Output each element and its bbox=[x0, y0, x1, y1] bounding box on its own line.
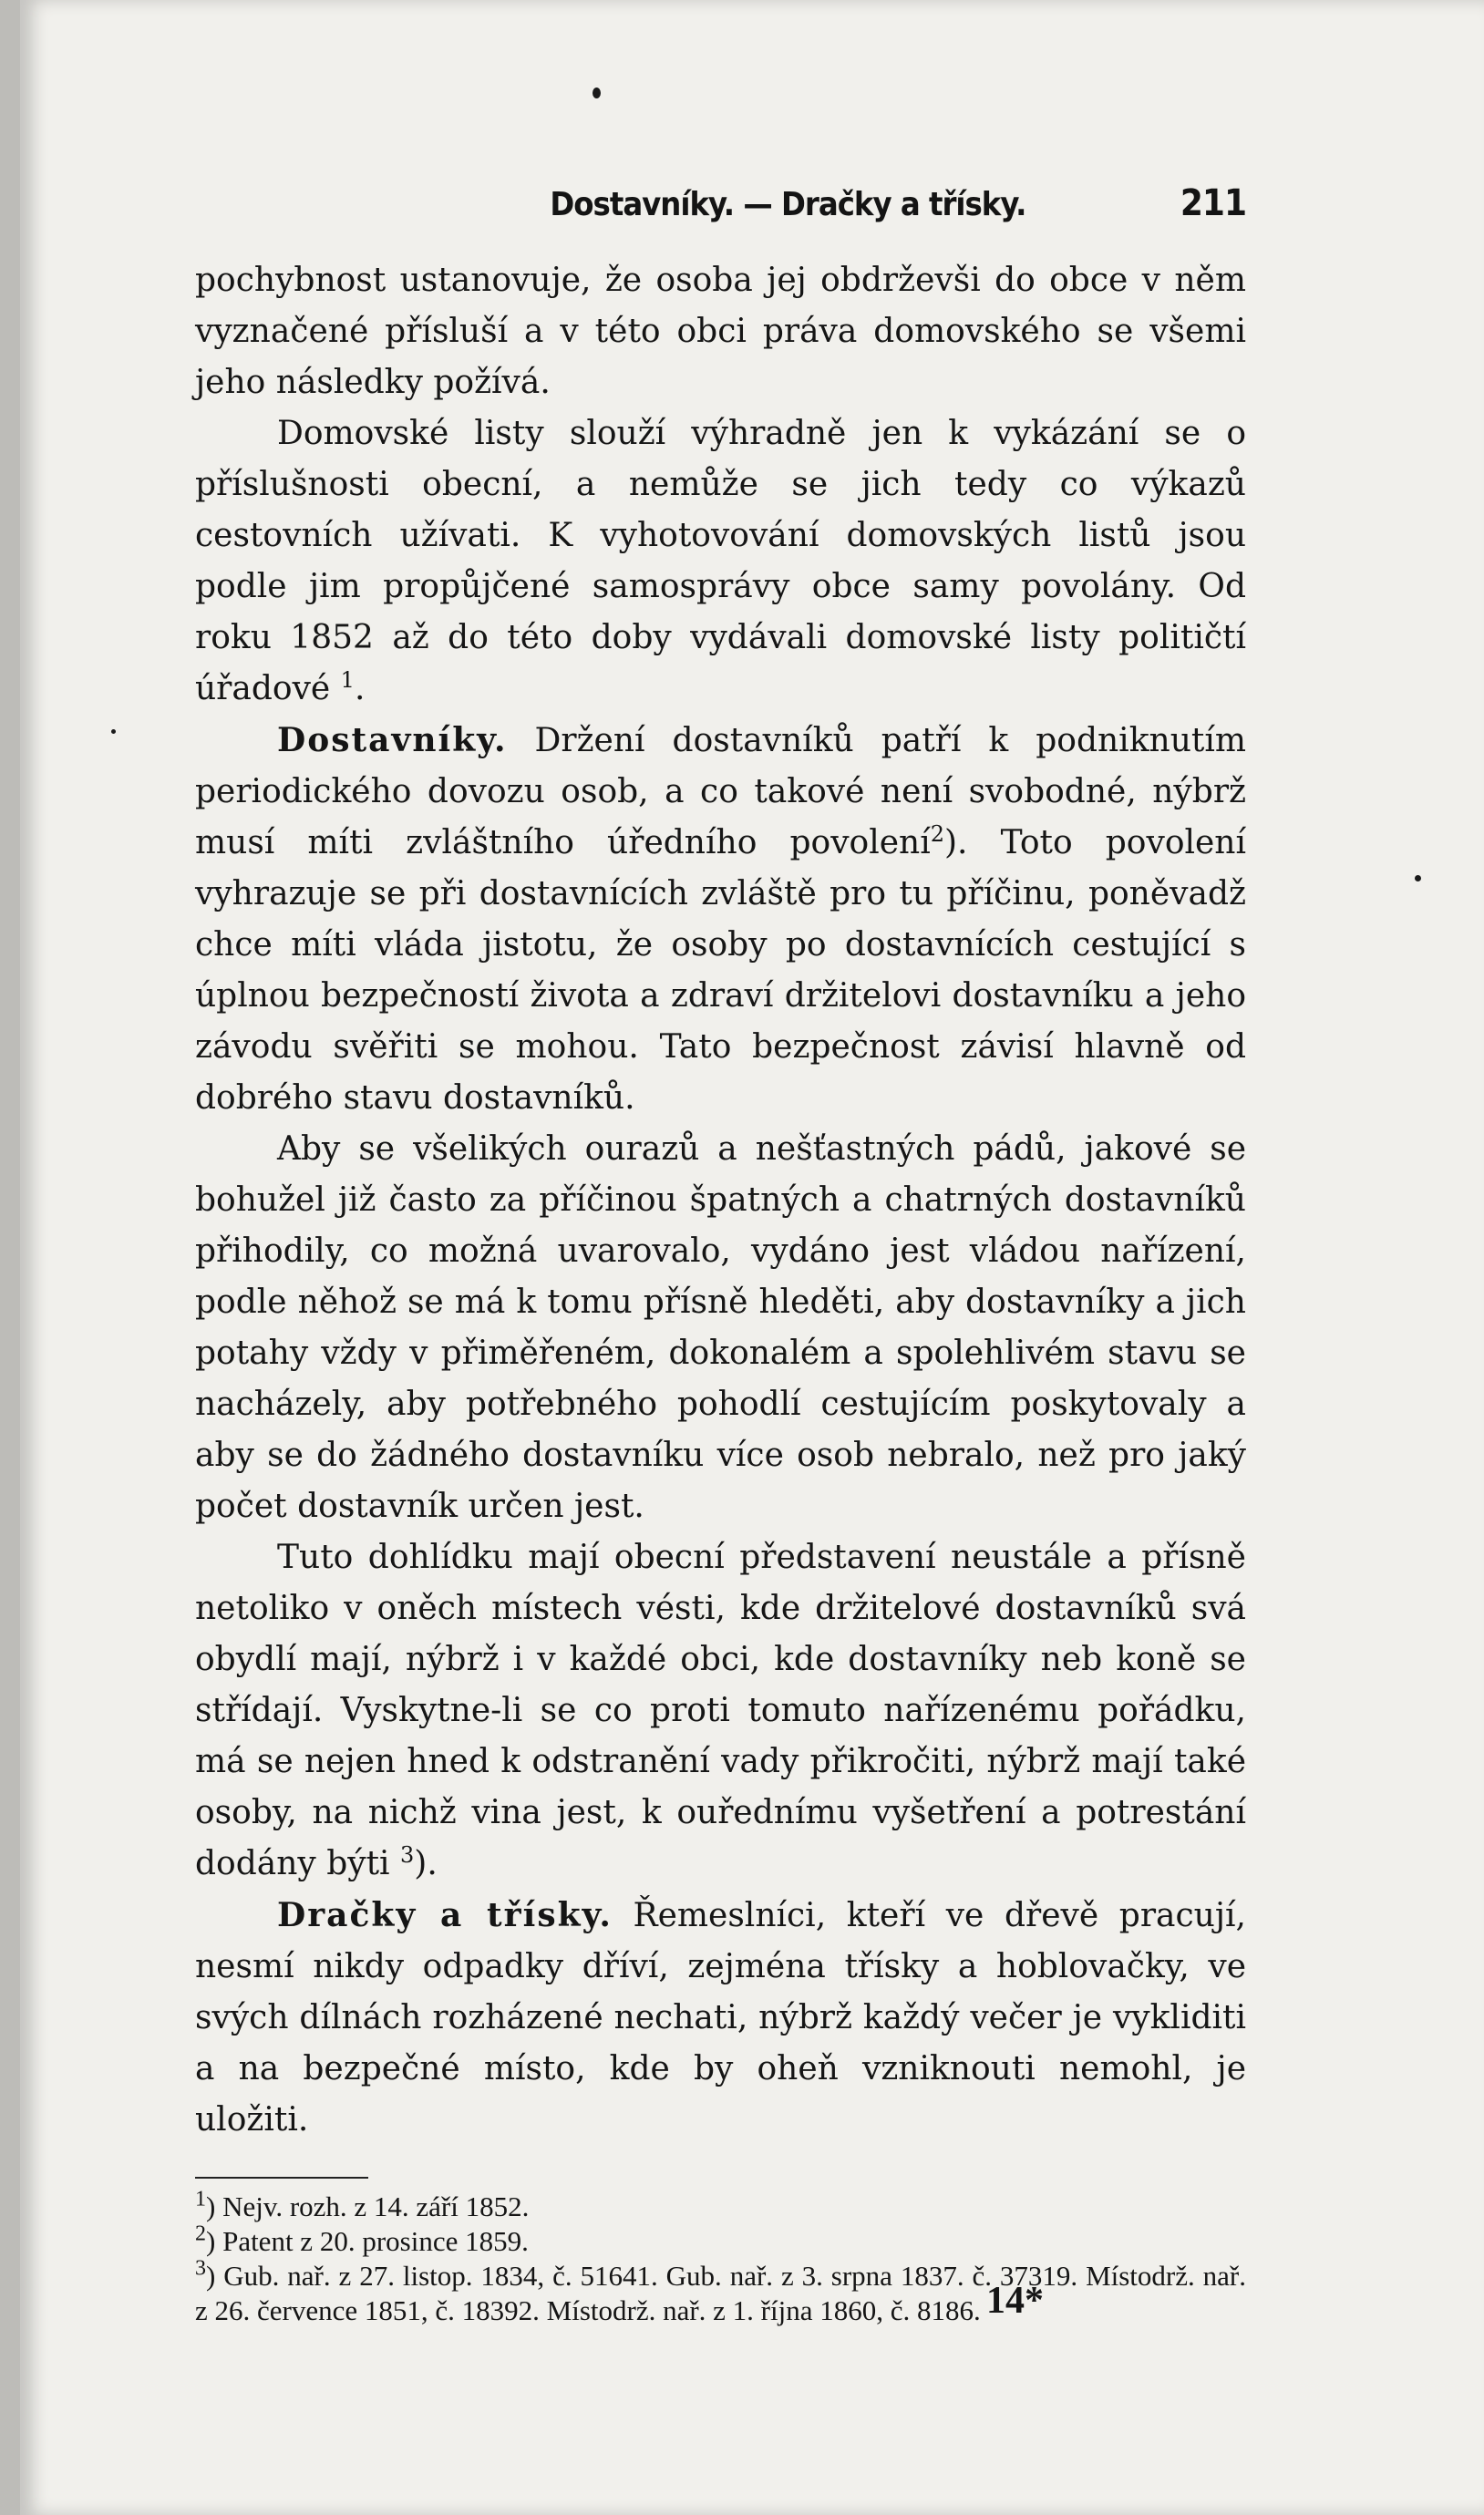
footnote-text: ) Gub. nař. z 27. listop. 1834, č. 51641. Gub. nař. z 3. srpna 1837. č. 37319. Místodrž. nař. z 26. července 1851, č. 18392. Místodrž. nař. z 1. října 1860, č. 8186. bbox=[195, 2260, 1246, 2326]
ink-speck bbox=[593, 88, 601, 98]
paragraph-tail: ). bbox=[414, 1845, 438, 1882]
section-lead-heading: Dračky a třísky. bbox=[277, 1896, 613, 1934]
footnote-2 bbox=[195, 2221, 1246, 2259]
paragraph-text: pochybnost ustanovuje, že osoba jej obdrževši do obce v něm vyznačené přísluší a v této obci práva domovského se všemi jeho následky požívá. bbox=[195, 262, 1246, 401]
paragraph-text: Řemeslníci, kteří ve dřevě pracují, nesmí nikdy odpadky dříví, zejména třísky a hoblovačky, ve svých dílnách rozházené nechati, nýbrž každý večer je vykliditi a na bezpečné místo, kde by oheň vzniknouti nemohl, je uložiti. bbox=[195, 1897, 1246, 2139]
paragraph-6 bbox=[195, 1890, 1246, 2146]
running-head-title: Dostavníky. — Dračky a třísky. bbox=[550, 186, 1026, 223]
ink-speck bbox=[111, 729, 116, 734]
footnote-reference: 2 bbox=[930, 821, 945, 847]
footnote-text: ) Patent z 20. prosince 1859. bbox=[206, 2225, 529, 2257]
scan-edge bbox=[0, 0, 20, 2515]
footnotes bbox=[195, 2187, 1246, 2328]
footnote-3 bbox=[195, 2256, 1246, 2328]
footnote-mark: 2 bbox=[195, 2221, 206, 2246]
paragraph-5 bbox=[195, 1532, 1246, 1890]
page-text-block bbox=[195, 182, 1246, 2328]
paragraph-text: Aby se všelikých ourazů a nešťastných pádů, jakové se bohužel již často za příčinou špatných a chatrných dostavníků přihodily, co možná uvarovalo, vydáno jest vládou nařízení, podle něhož se má k tomu přísně hleděti, aby dostavníky a jich potahy vždy v přiměřeném, dokonalém a spolehlivém stavu se nacházely, aby potřebného pohodlí cestujícím poskytovaly a aby se do žádného dostavníku více osob nebralo, než pro jaký počet dostavník určen jest. bbox=[195, 1130, 1246, 1525]
footnote-mark: 1 bbox=[195, 2187, 206, 2211]
paragraph-text: Držení dostavníků patří k podniknutím periodického dovozu osob, a co takové není svobodné, nýbrž musí míti zvláštního úředního povolení bbox=[195, 722, 1246, 861]
footnote-divider bbox=[195, 2177, 368, 2179]
section-lead-heading: Dostavníky. bbox=[277, 721, 508, 759]
page-number: 211 bbox=[1180, 182, 1246, 224]
ink-speck bbox=[1415, 875, 1421, 881]
footnote-reference: 3 bbox=[400, 1842, 415, 1868]
paragraph-tail: . bbox=[354, 670, 366, 707]
footnote-mark: 3 bbox=[195, 2256, 206, 2281]
signature-mark: 14* bbox=[986, 2280, 1044, 2322]
paragraph-text: Domovské listy slouží výhradně jen k vykázání se o příslušnosti obecní, a nemůže se jich tedy co výkazů cestovních užívati. K vyhotovování domovských listů jsou podle jim propůjčené samosprávy obce samy povolány. Od roku 1852 až do této doby vydávali domovské listy političtí úřadové bbox=[195, 415, 1246, 707]
book-page bbox=[20, 0, 1484, 2515]
paragraph-text: Tuto dohlídku mají obecní představení neustále a přísně netoliko v oněch místech vésti, kde držitelové dostavníků svá obydlí mají, nýbrž i v každé obci, kde dostavníky neb koně se střídají. Vyskytne-li se co proti tomuto nařízenému pořádku, má se nejen hned k odstranění vady přikročiti, nýbrž mají také osoby, na nichž vina jest, k ouřednímu vyšetření a potrestání dodány býti bbox=[195, 1539, 1246, 1882]
footnote-reference: 1 bbox=[340, 667, 355, 693]
paragraph-1 bbox=[195, 255, 1246, 408]
footnote-1 bbox=[195, 2187, 1246, 2224]
paragraph-2 bbox=[195, 408, 1246, 715]
paragraph-4 bbox=[195, 1124, 1246, 1532]
paragraph-3 bbox=[195, 715, 1246, 1124]
running-head bbox=[195, 182, 1246, 237]
paragraph-tail: ). Toto povolení vyhrazuje se při dostavnících zvláště pro tu příčinu, poněvadž chce míti vláda jistotu, že osoby po dostavnících cestující s úplnou bezpečností života a zdraví držitelovi dostavníku a jeho závodu svěřiti se mohou. Tato bezpečnost závisí hlavně od dobrého stavu dostavníků. bbox=[195, 824, 1247, 1117]
body-text bbox=[195, 255, 1246, 2146]
footnote-text: ) Nejv. rozh. z 14. září 1852. bbox=[206, 2190, 530, 2222]
